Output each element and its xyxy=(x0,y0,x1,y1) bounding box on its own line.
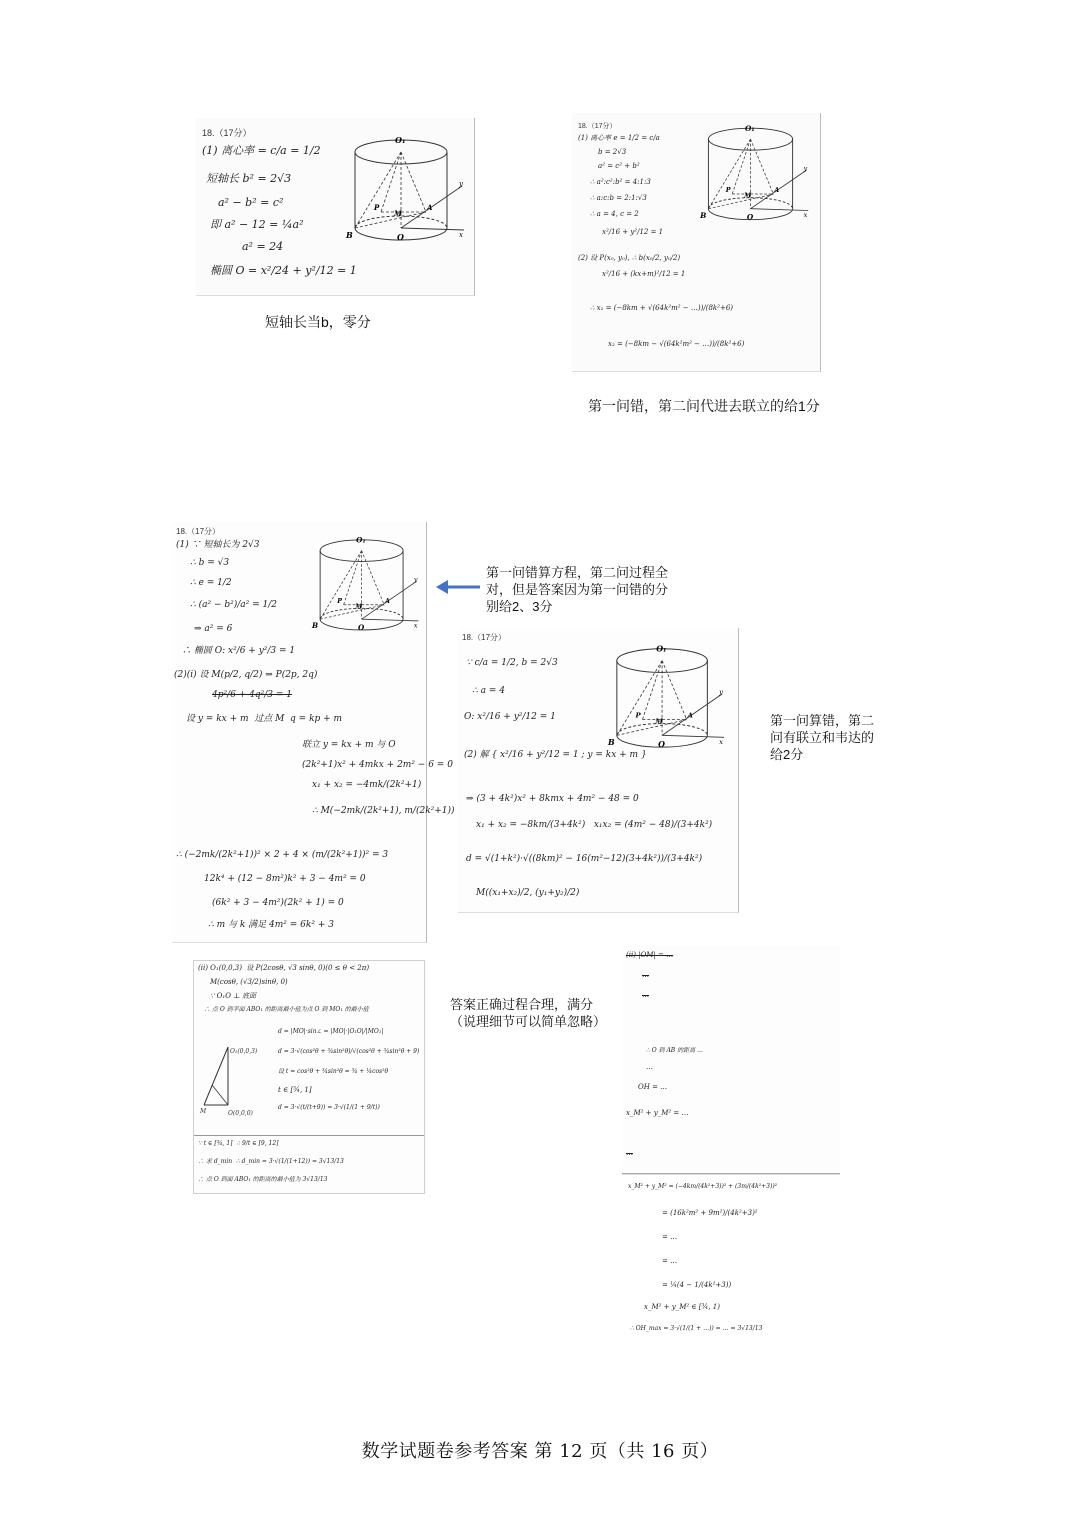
handwritten-line: ⇒ (3 + 4k²)x² + 8kmx + 4m² − 48 = 0 xyxy=(466,794,639,804)
handwritten-line: OH = … xyxy=(638,1083,668,1091)
handwritten-line: x²/16 + y²/12 = 1 xyxy=(602,228,664,236)
handwritten-line: = … xyxy=(662,1233,678,1241)
handwritten-line: O: x²/16 + y²/12 = 1 xyxy=(464,712,556,722)
handwritten-line: x_M² + y_M² ∈ [¾, 1) xyxy=(644,1303,720,1311)
handwritten-line: ∴ 点 O 到面 ABO₁ 的距离的最小值为 3√13/13 xyxy=(198,1176,328,1183)
handwritten-line: 设 t = cos²θ + ¾sin²θ = ¾ + ¼cos²θ xyxy=(278,1068,389,1075)
label-y: y xyxy=(803,164,808,173)
sketch-label: O(0,0,0) xyxy=(228,1110,253,1117)
label-b: B xyxy=(346,230,353,240)
scan-panel-a xyxy=(196,118,475,296)
handwritten-line: ∴ (−2mk/(2k²+1))² × 2 + 4 × (m/(2k²+1))² = 3 xyxy=(176,850,389,860)
label-y: y xyxy=(413,576,418,584)
cylinder-diagram xyxy=(608,638,728,756)
handwritten-line: b = 2√3 xyxy=(598,148,627,156)
cylinder-diagram xyxy=(700,119,812,227)
label-o1: O₁ xyxy=(656,644,667,654)
label-o1: O₁ xyxy=(395,135,406,145)
divider xyxy=(622,1173,840,1174)
label-p: P xyxy=(337,597,342,605)
handwritten-line: ∵ t ∈ [¾, 1] ∴ 9/t ∈ [9, 12] xyxy=(198,1140,279,1147)
question-label: 18.（17分） xyxy=(202,128,252,138)
label-x: x xyxy=(459,231,463,239)
handwritten-line: ∴ a:c:b = 2:1:√3 xyxy=(590,194,647,202)
handwritten-line-crossed: … xyxy=(642,971,649,979)
grading-note-b: 第一问错，第二问代进去联立的给1分 xyxy=(588,398,820,414)
handwritten-line: 12k⁴ + (12 − 8m²)k² + 3 − 4m² = 0 xyxy=(204,874,366,884)
handwritten-line: (2) 解 { x²/16 + y²/12 = 1 ; y = kx + m } xyxy=(464,750,647,760)
question-label: 18.（17分） xyxy=(176,527,221,536)
label-m: M xyxy=(655,717,663,726)
handwritten-line: ∴ b = √3 xyxy=(190,558,230,568)
handwritten-line: (2) 设 P(x₀, y₀), ∴ b(x₀/2, y₀/2) xyxy=(578,254,681,262)
label-a: A xyxy=(774,186,780,195)
handwritten-line: ∴ a = 4 xyxy=(472,686,505,696)
grading-note-c: 第一问错算方程，第二问过程全 对，但是答案因为第一问错的分 别给2、3分 xyxy=(486,565,669,614)
handwritten-line-crossed: (ii) |OM| = … xyxy=(626,951,674,959)
handwritten-line: ∴ a²:c²:b² = 4:1:3 xyxy=(590,178,651,186)
handwritten-line: ∴ M(−2mk/(2k²+1), m/(2k²+1)) xyxy=(312,806,455,816)
handwritten-line: M((x₁+x₂)/2, (y₁+y₂)/2) xyxy=(476,888,580,898)
label-y: y xyxy=(719,688,724,697)
handwritten-line: ∵ O₁O ⊥ 底面 xyxy=(210,992,256,1000)
handwritten-line: ∴ 椭圆 O: x²/6 + y²/3 = 1 xyxy=(182,646,296,656)
label-m: M xyxy=(355,603,363,611)
label-x: x xyxy=(803,210,808,219)
handwritten-line: a² = c² + b² xyxy=(598,162,640,170)
cylinder-diagram xyxy=(346,130,468,248)
handwritten-line: t ∈ [¾, 1] xyxy=(278,1086,312,1094)
label-o: O xyxy=(357,622,365,632)
handwritten-line: ∴ 求 d_min ∴ d_min = 3·√(1/(1+12)) = 3√13/13 xyxy=(198,1158,344,1165)
grading-note-a: 短轴长当b，零分 xyxy=(265,314,371,330)
label-o: O xyxy=(746,212,754,222)
handwritten-line-crossed: … xyxy=(626,1149,633,1157)
divider xyxy=(194,1135,424,1136)
handwritten-line: x²/16 + (kx+m)²/12 = 1 xyxy=(602,270,686,278)
handwritten-line: d = |MO|·sin∠ = |MO|·|O₁O|/|MO₁| xyxy=(278,1028,384,1035)
label-b: B xyxy=(608,738,615,748)
label-a: A xyxy=(427,203,433,212)
handwritten-line: ∴ e = 1/2 xyxy=(190,578,232,588)
handwritten-line: d = 3·√(cos²θ + ¾sin²θ)/√(cos²θ + ¾sin²θ + 9) xyxy=(278,1048,420,1055)
label-m: M xyxy=(744,191,752,200)
handwritten-line: 设 y = kx + m 过点 M q = kp + m xyxy=(186,714,343,724)
handwritten-line: x₁ + x₂ = −4mk/(2k²+1) xyxy=(312,780,422,790)
handwritten-line: ∴ (a² − b²)/a² = 1/2 xyxy=(190,600,277,610)
handwritten-line: a² − b² = c² xyxy=(218,196,284,209)
handwritten-line: (1) ∵ 短轴长为 2√3 xyxy=(176,540,260,550)
handwritten-line: = … xyxy=(662,1257,678,1265)
handwritten-line: (1) 离心率 = c/a = 1/2 xyxy=(202,144,321,157)
handwritten-line: x_M² + y_M² = … xyxy=(626,1109,689,1117)
cylinder-diagram xyxy=(312,526,422,642)
handwritten-line: x_M² + y_M² = (−4km/(4k²+3))² + (3m/(4k²+3))² xyxy=(628,1183,778,1190)
handwritten-line: ∴ 点 O 到平面 ABO₁ 的距离最小值为点 O 到 MO₁ 的最小值 xyxy=(204,1006,369,1013)
label-b: B xyxy=(700,210,707,220)
handwritten-line: d = 3·√(t/(t+9)) = 3·√(1/(1 + 9/t)) xyxy=(278,1104,380,1111)
scan-panel-f xyxy=(622,946,840,1175)
label-o1: O₁ xyxy=(745,123,755,133)
grading-note-d: 第一问算错，第二 问有联立和韦达的 给2分 xyxy=(770,713,875,762)
label-x: x xyxy=(413,622,418,630)
label-y: y xyxy=(459,180,463,188)
handwritten-line: (6k² + 3 − 4m²)(2k² + 1) = 0 xyxy=(212,898,344,908)
handwritten-line: = ¼(4 − 1/(4k²+3)) xyxy=(662,1281,732,1289)
scan-panel-e xyxy=(193,960,425,1194)
label-p: P xyxy=(374,203,380,212)
label-m: M xyxy=(394,209,402,218)
sketch-label: O₁(0,0,3) xyxy=(230,1048,258,1055)
handwritten-line: a² = 24 xyxy=(242,240,284,253)
label-o: O xyxy=(658,740,666,750)
handwritten-line-crossed: 4p²/6 + 4q²/3 = 1 xyxy=(212,690,292,700)
label-o: O xyxy=(397,232,404,242)
handwritten-line: (2)(i) 设 M(p/2, q/2) ⇒ P(2p, 2q) xyxy=(174,670,318,680)
handwritten-line: ∴ m 与 k 满足 4m² = 6k² + 3 xyxy=(208,920,334,930)
label-a: A xyxy=(687,711,694,720)
page-footer: 数学试题卷参考答案 第 12 页（共 16 页） xyxy=(361,1441,719,1462)
question-label: 18.（17分） xyxy=(462,633,507,642)
handwritten-line: 联立 y = kx + m 与 O xyxy=(302,740,396,750)
scan-panel-d xyxy=(458,628,739,913)
label-p: P xyxy=(635,711,641,720)
label-p: P xyxy=(725,186,731,195)
handwritten-line: ⇒ a² = 6 xyxy=(194,624,233,634)
handwritten-line: (1) 离心率 e = 1/2 = c/a xyxy=(578,134,660,142)
label-o1: O₁ xyxy=(356,535,366,545)
handwritten-line: x₁ + x₂ = −8km/(3+4k²) x₁x₂ = (4m² − 48)/(3+4k²) xyxy=(476,820,713,830)
handwritten-line: 短轴长 b² = 2√3 xyxy=(206,172,292,185)
sketch-label: M xyxy=(200,1108,207,1115)
handwritten-line: ∴ x₁ = (−8km + √(64k²m² − …))/(8k²+6) xyxy=(590,304,734,312)
arrow-left-icon xyxy=(436,578,482,596)
handwritten-line: M(cosθ, (√3/2)sinθ, 0) xyxy=(210,978,288,986)
handwritten-line: ∴ O 到 AB 的距离 … xyxy=(646,1047,704,1054)
handwritten-line: = (16k²m² + 9m²)/(4k²+3)² xyxy=(662,1209,758,1217)
handwritten-line: … xyxy=(646,1063,653,1071)
handwritten-line: ∴ a = 4, c = 2 xyxy=(590,210,639,218)
label-x: x xyxy=(719,738,724,747)
question-label: 18.（17分） xyxy=(578,123,617,130)
scan-panel-b xyxy=(572,113,821,372)
label-b: B xyxy=(312,621,319,631)
handwritten-line: ∵ c/a = 1/2, b = 2√3 xyxy=(466,658,558,668)
scan-panel-f-cont xyxy=(622,1178,840,1344)
triangle-sketch xyxy=(200,1043,266,1117)
scan-panel-c xyxy=(172,522,455,943)
handwritten-line: d = √(1+k²)·√((8km)² − 16(m²−12)(3+4k²))/(3+4k²) xyxy=(466,854,703,864)
label-a: A xyxy=(385,597,390,605)
handwritten-line: 椭圆 O = x²/24 + y²/12 = 1 xyxy=(210,264,357,277)
handwritten-line: ∴ OH_max = 3·√(1/(1 + …)) = … = 3√13/13 xyxy=(630,1325,763,1332)
handwritten-line: (2k²+1)x² + 4mkx + 2m² − 6 = 0 xyxy=(302,760,453,770)
grading-note-e: 答案正确过程合理，满分 （说理细节可以简单忽略） xyxy=(450,997,607,1029)
handwritten-line: (ii) O₁(0,0,3) 设 P(2cosθ, √3 sinθ, 0)(0 ≤ θ < 2π) xyxy=(198,964,370,972)
handwritten-line-crossed: … xyxy=(642,991,649,999)
handwritten-line: x₂ = (−8km − √(64k²m² − …))/(8k²+6) xyxy=(608,340,745,348)
handwritten-line: 即 a² − 12 = ¼a² xyxy=(210,218,304,231)
